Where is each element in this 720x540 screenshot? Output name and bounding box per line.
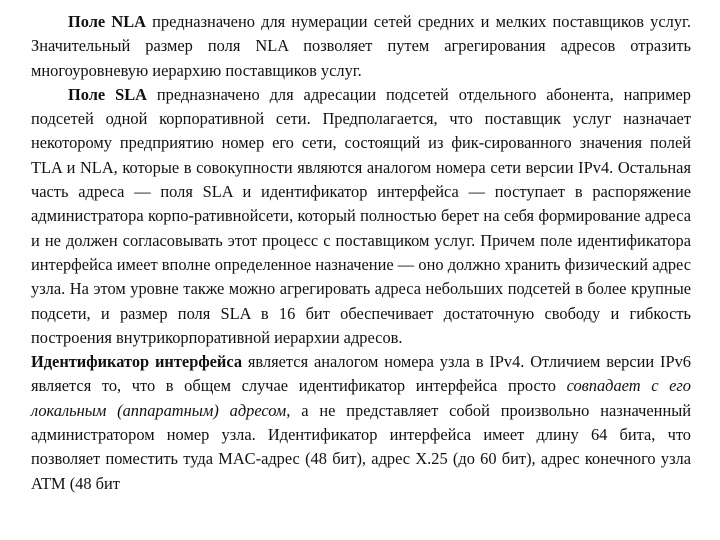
term-nla: Поле NLA [68,12,146,31]
paragraph-sla-text: предназначено для адресации подсетей отдельного абонента, например подсетей одной корпоративной сети. Предполагается, что поставщик услуг назначает некоторому предприятию номер его сети, состоящий из фик-сированного значения полей TLA и NLA, которые в совокупности являются аналогом номера сети версии IPv4. Остальная часть адреса — поля SLA и идентификатор интерфейса — поступает в распоряжение администратора корпо-ративнойсети, который полностью берет на себя формирование адреса и не должен согласовывать этот процесс с поставщиком услуг. Причем поле идентификатора интерфейса имеет вполне определенное назначение — оно должно хранить физический адрес узла. На этом уровне также можно агрегировать адреса небольших подсетей в более крупные подсети, и размер поля SLA в 16 бит обеспечивает достаточную свободу и гибкость построения внутрикорпоративной иерархии адресов. [31,84,691,347]
paragraph-nla-text: предназначено для нумерации сетей средних и мелких поставщиков услуг. Значительный размер поля NLA позволяет путем агрегирования адресов отразить многоуровневую иерархию поставщиков услуг. [31,12,691,80]
paragraph-nla [31,10,691,83]
paragraph-interface-id-italic: совпадает с его локальным (аппаратным) адресом [31,376,691,420]
paragraph-interface-id-text-after: , а не представляет собой произвольно назначенный администратором номер узла. Идентификатор интерфейса имеет длину 64 бита, что позволяет поместить туда MAC-адрес (48 бит), адрес X.25 (до 60 бит), адрес конечного узла ATM (48 бит [31,400,691,493]
paragraph-interface-id [31,350,691,496]
paragraph-interface-id-text-before: является аналогом номера узла в IPv4. Отличием версии IPv6 является то, что в общем случае идентификатор интерфейса просто [31,352,691,396]
paragraph-sla [31,83,691,350]
term-sla: Поле SLA [68,84,147,104]
document-page [31,10,691,496]
term-interface-id: Идентификатор интерфейса [31,352,243,372]
